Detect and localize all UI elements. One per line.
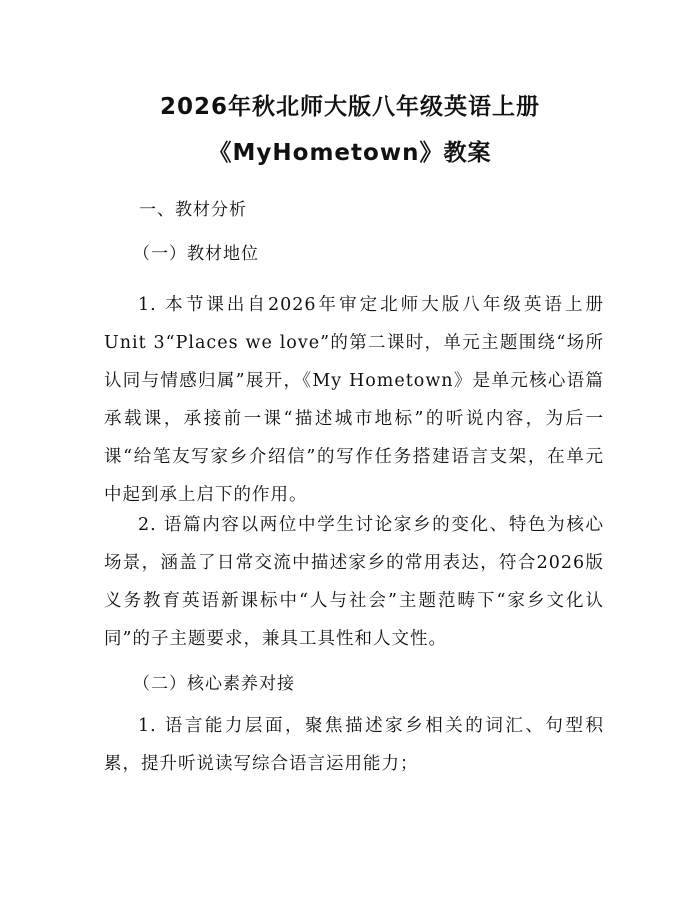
paragraph-3: 1. 语言能力层面，聚焦描述家乡相关的词汇、句型积累，提升听说读写综合语言运用能力； (104, 716, 604, 774)
document-title-line1: 2026年秋北师大版八年级英语上册 (159, 94, 540, 120)
section-heading-textbook-analysis: 一、教材分析 (139, 200, 247, 220)
document-title-line2: 《MyHometown》教案 (208, 140, 492, 166)
subsection-heading-textbook-position: （一）教材地位 (133, 244, 259, 264)
paragraph-2: 2. 语篇内容以两位中学生讨论家乡的变化、特色为核心场景，涵盖了日常交流中描述家乡的常用表达，符合2026版义务教育英语新课标中“人与社会”主题范畴下“家乡文化认同”的子主题要求，兼具工具性和人文性。 (104, 515, 604, 649)
paragraph-1: 1. 本节课出自2026年审定北师大版八年级英语上册Unit 3“Places we love”的第二课时，单元主题围绕“场所认同与情感归属”展开，《My Hometown》是单元核心语篇承载课，承接前一课“描述城市地标”的听说内容，为后一课“给笔友写家乡介绍信”的写作任务搭建语言支架，在单元中起到承上启下的作用。 (104, 295, 604, 505)
subsection-heading-core-literacy: （二）核心素养对接 (133, 674, 295, 694)
